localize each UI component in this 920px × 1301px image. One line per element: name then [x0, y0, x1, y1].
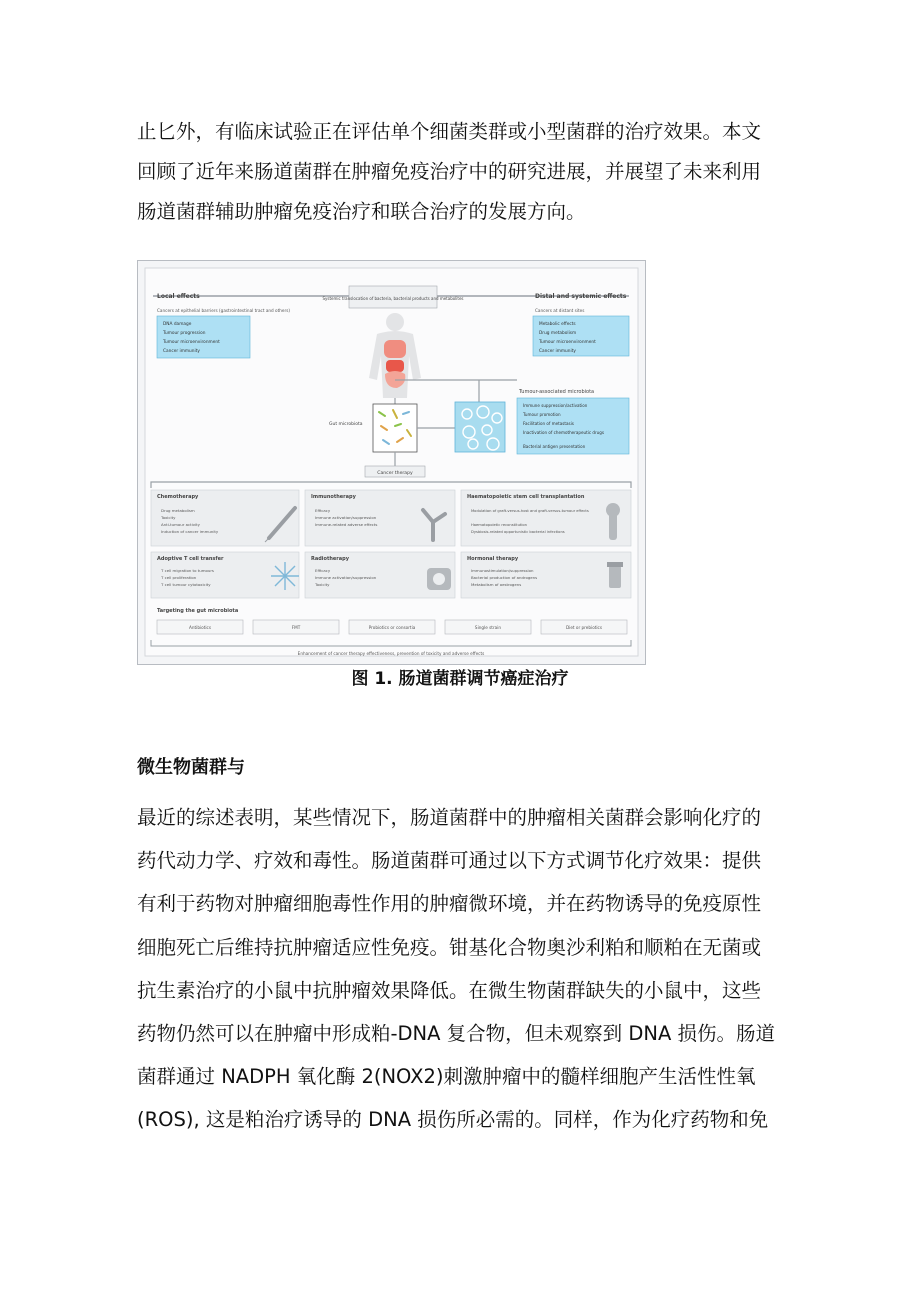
- local-effects-subtitle: Cancers at epithelial barriers (gastrointestinal tract and others): [157, 308, 291, 313]
- targeting-item: Single strain: [474, 625, 502, 630]
- therapy-item: T cell tumour cytotoxicity: [161, 582, 211, 587]
- therapy-item: Haematopoietic reconstitution: [471, 523, 527, 527]
- targeting-title: Targeting the gut microbiota: [157, 608, 239, 614]
- tumour-microbiota-panel: [455, 402, 505, 452]
- body-line: 菌群通过 NADPH 氧化酶 2(NOX2)刺激肿瘤中的髓样细胞产生活性性氧: [137, 1065, 756, 1089]
- section-heading: 微生物菌群与: [137, 757, 245, 778]
- therapy-item: Immune activation/suppression: [315, 515, 377, 520]
- therapy-item: Metabolism of oestrogens: [471, 582, 522, 587]
- therapy-item: Toxicity: [315, 582, 330, 587]
- distal-item: Cancer immunity: [539, 349, 576, 354]
- targeting-item: Antibiotics: [189, 625, 211, 630]
- distal-item: Metabolic effects: [539, 322, 576, 327]
- intro-line: 回顾了近年来肠道菌群在肿瘤免疫治疗中的研究进展，并展望了未来利用: [137, 160, 762, 183]
- body-line: 细胞死亡后维持抗肿瘤适应性免疫。钳基化合物奥沙利粕和顺粕在无菌或: [137, 935, 762, 959]
- targeting-item: Diet or prebiotics: [565, 625, 603, 630]
- t-cell-icon: [271, 562, 299, 590]
- therapy-item: Bacterial production of androgens: [471, 575, 538, 580]
- therapy-item: Dysbiosis-related opportunistic bacterial infections: [471, 530, 565, 534]
- therapy-item: Modulation of graft-versus-host and graft-versus-tumour effects: [471, 509, 589, 513]
- radiotherapy-machine-icon: [427, 568, 451, 590]
- tumour-item: Inactivation of chemotherapeutic drugs: [523, 430, 605, 435]
- tumour-item: Tumour promotion: [523, 412, 561, 417]
- therapy-item: Immune activation/suppression: [315, 575, 377, 580]
- intro-line: 止匕外，有临床试验正在评估单个细菌类群或小型菌群的治疗效果。本文: [137, 120, 762, 143]
- local-item: Cancer immunity: [163, 349, 200, 354]
- therapy-item: Induction of cancer immunity: [161, 529, 219, 534]
- distal-item: Drug metabolism: [539, 331, 577, 336]
- therapy-item: Efficacy: [315, 508, 331, 513]
- therapy-title: Radiotherapy: [311, 556, 349, 562]
- systemic-translocation-box: Systemic translocation of bacteria, bacterial products and metabolites: [322, 296, 464, 301]
- body-line: 最近的综述表明，某些情况下，肠道菌群中的肿瘤相关菌群会影响化疗的: [137, 806, 762, 829]
- therapy-title: Immunotherapy: [311, 494, 356, 500]
- distal-effects-subtitle: Cancers at distant sites: [535, 308, 585, 313]
- therapy-item: Immunostimulation/suppression: [471, 568, 534, 573]
- body-line: (ROS), 这是粕治疗诱导的 DNA 损伤所必需的。同样，作为化疗药物和免: [137, 1108, 769, 1132]
- body-line: 药物仍然可以在肿瘤中形成粕-DNA 复合物，但未观察到 DNA 损伤。肠道: [137, 1021, 776, 1045]
- therapy-item: T cell migration to tumours: [161, 568, 214, 573]
- intro-paragraph: [137, 112, 787, 232]
- body-line: 药代动力学、疗效和毒性。肠道菌群可通过以下方式调节化疗效果：提供: [137, 849, 762, 873]
- intro-line: 肠道菌群辅助肿瘤免疫治疗和联合治疗的发展方向。: [137, 200, 586, 223]
- local-item: DNA damage: [163, 322, 192, 327]
- therapy-item: Toxicity: [161, 515, 176, 520]
- tumour-item: Bacterial antigen presentation: [523, 444, 586, 449]
- therapy-title: Hormonal therapy: [467, 556, 519, 562]
- therapy-title: Haematopoietic stem cell transplantation: [467, 494, 585, 500]
- gut-microbiota-label: Gut microbiota: [329, 422, 363, 427]
- therapy-item: T cell proliferation: [161, 575, 197, 580]
- targeting-item: Probiotics or consortia: [368, 625, 416, 630]
- therapy-item: Anti-tumour activity: [161, 522, 200, 527]
- local-item: Tumour microenvironment: [163, 340, 220, 345]
- distal-item: Tumour microenvironment: [539, 340, 596, 345]
- pill-bottle-icon: [607, 562, 623, 588]
- figure-microbiota-cancer-therapy: [137, 260, 646, 665]
- tumour-microbiota-title: Tumour-associated microbiota: [519, 389, 595, 395]
- therapy-item: Efficacy: [315, 568, 331, 573]
- distal-effects-title: Distal and systemic effects: [535, 293, 627, 300]
- cancer-therapy-box: Cancer therapy: [377, 471, 413, 476]
- tumour-item: Immune suppression/activation: [523, 403, 588, 408]
- therapy-item: Drug metabolism: [161, 508, 195, 513]
- body-line: 抗生素治疗的小鼠中抗肿瘤效果降低。在微生物菌群缺失的小鼠中，这些: [137, 978, 762, 1002]
- local-effects-title: Local effects: [157, 293, 200, 300]
- therapy-title: Adoptive T cell transfer: [157, 556, 224, 562]
- therapy-title: Chemotherapy: [157, 494, 199, 500]
- body-line: 有利于药物对肿瘤细胞毒性作用的肿瘤微环境，并在药物诱导的免疫原性: [137, 892, 762, 916]
- tumour-item: Facilitation of metastasis: [523, 421, 574, 426]
- local-item: Tumour progression: [163, 331, 206, 336]
- targeting-item: FMT: [291, 625, 301, 630]
- figure-caption: 图 1. 肠道菌群调节癌症治疗: [351, 669, 569, 689]
- body-paragraph: [137, 796, 787, 1142]
- figure-bottom-note: Enhancement of cancer therapy effectiveness, prevention of toxicity and adverse effects: [297, 651, 485, 656]
- therapy-item: Immune-related adverse effects: [315, 522, 378, 527]
